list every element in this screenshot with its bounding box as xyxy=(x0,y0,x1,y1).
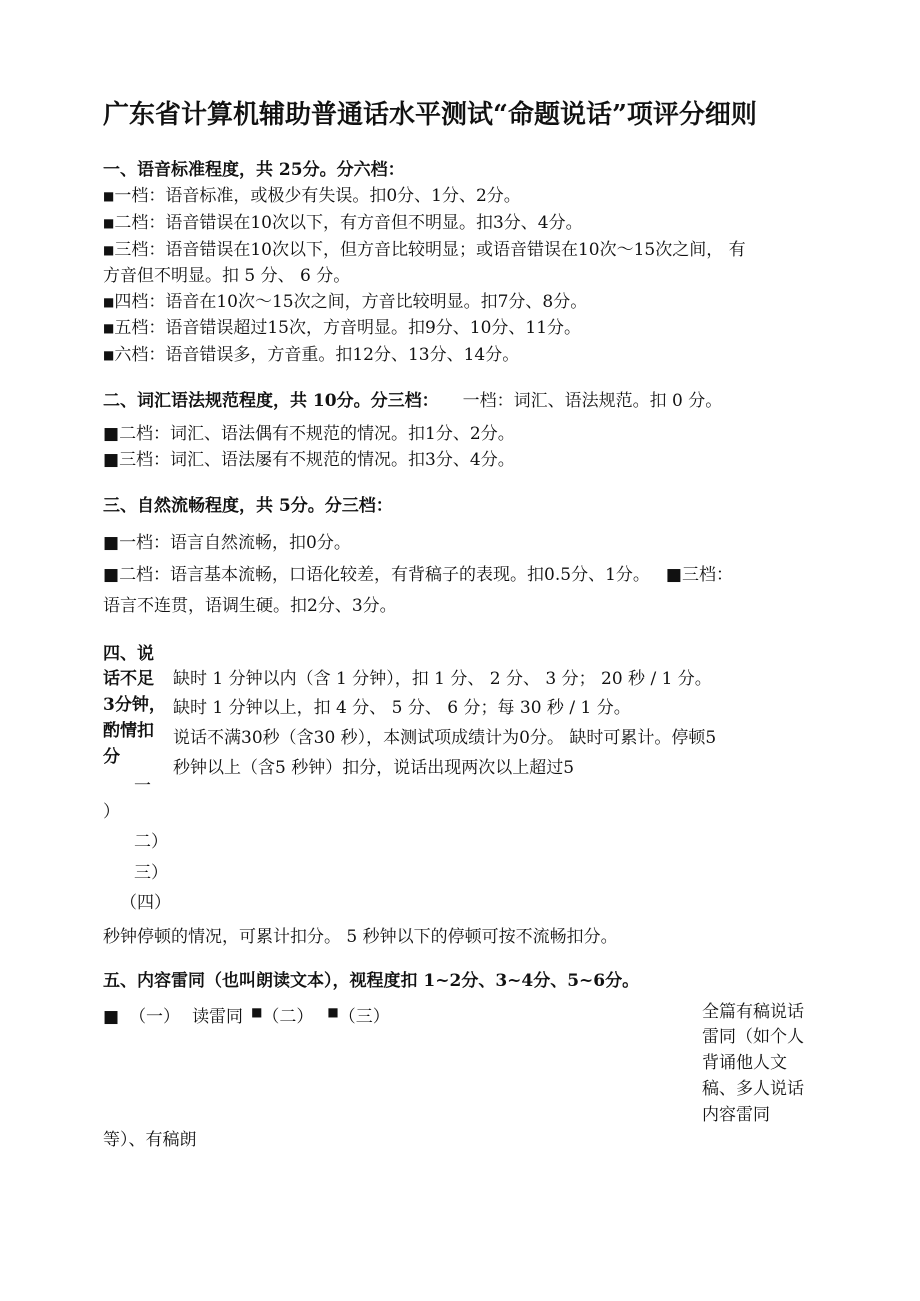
section-4-heading: 四、说 xyxy=(103,644,154,664)
bullet-icon: ■ xyxy=(103,295,115,309)
section-4-line: 说话不满30秒（含30 秒），本测试项成绩计为0分。 缺时可累计。停顿5 xyxy=(173,728,717,748)
page-title: 广东省计算机辅助普通话水平测试“命题说话”项评分细则 xyxy=(103,100,757,130)
section-5-right-column: 内容雷同 xyxy=(702,1105,770,1125)
section-4-closing: 秒钟停顿的情况，可累计扣分。 5 秒钟以下的停顿可按不流畅扣分。 xyxy=(103,927,618,947)
list-item-continuation: 语言不连贯，语调生硬。扣2分、3分。 xyxy=(103,596,397,616)
bullet-icon: ■ xyxy=(103,321,115,335)
section-5-closing: 等）、有稿朗 xyxy=(103,1130,197,1150)
section-5-row: ■ （一） 读雷同 ■（二） ■（三） xyxy=(103,1005,390,1027)
section-4-line: 秒钟以上（含5 秒钟）扣分，说话出现两次以上超过5 xyxy=(173,758,575,778)
list-item: ■三档：词汇、语法屡有不规范的情况。扣3分、4分。 xyxy=(103,450,515,470)
bullet-icon: ■ xyxy=(103,450,120,470)
bullet-icon: ■ xyxy=(251,1005,263,1019)
bullet-icon: ■ xyxy=(103,565,120,585)
list-item: ■四档：语音在10次〜15次之间，方音比较明显。扣7分、8分。 xyxy=(103,292,588,312)
list-item: ■五档：语音错误超过15次，方音明显。扣9分、10分、11分。 xyxy=(103,318,582,338)
list-item: ■一档：语音标准，或极少有失误。扣0分、1分、2分。 xyxy=(103,186,521,206)
section-4-marker: ） xyxy=(103,802,120,822)
bullet-icon: ■ xyxy=(103,348,115,362)
section-4-marker: 三） xyxy=(134,863,168,883)
section-5-heading: 五、内容雷同（也叫朗读文本），视程度扣 1~2分、3~4分、5~6分。 xyxy=(103,971,640,991)
list-item: ■二档：词汇、语法偶有不规范的情况。扣1分、2分。 xyxy=(103,424,515,444)
section-3-heading: 三、自然流畅程度，共 5分。分三档： xyxy=(103,496,393,516)
section-5-right-column: 全篇有稿说话 xyxy=(702,1002,804,1022)
bullet-icon: ■ xyxy=(327,1005,339,1019)
section-2-first-level: 一档：词汇、语法规范。扣 0 分。 xyxy=(462,391,723,411)
list-item: ■一档：语言自然流畅，扣0分。 xyxy=(103,533,351,553)
list-item: ■二档：语音错误在10次以下，有方音但不明显。扣3分、4分。 xyxy=(103,213,583,233)
section-4-heading: 话不足 xyxy=(103,669,154,689)
bullet-icon: ■ xyxy=(103,189,115,203)
section-5-right-column: 背诵他人文 xyxy=(702,1053,787,1073)
section-2-heading: 二、词汇语法规范程度，共 10分。分三档： 一档：词汇、语法规范。扣 0 分。 xyxy=(103,391,723,411)
section-5-right-column: 稿、多人说话 xyxy=(702,1079,804,1099)
section-4-heading: 分 xyxy=(103,747,120,767)
bullet-icon: ■ xyxy=(103,1007,120,1027)
list-item-continuation: 方音但不明显。扣 5 分、 6 分。 xyxy=(103,266,351,286)
bullet-icon: ■ xyxy=(665,565,682,585)
section-4-heading: 3分钟， xyxy=(103,695,166,715)
bullet-icon: ■ xyxy=(103,243,115,257)
list-item: ■六档：语音错误多，方音重。扣12分、13分、14分。 xyxy=(103,345,520,365)
list-item: ■二档：语言基本流畅，口语化较差，有背稿子的表现。扣0.5分、1分。 ■三档： xyxy=(103,565,733,585)
section-5-right-column: 雷同（如个人 xyxy=(702,1027,804,1047)
section-4-line: 缺时 1 分钟以上，扣 4 分、 5 分、 6 分；每 30 秒 / 1 分。 xyxy=(173,698,631,718)
section-1-heading: 一、语音标准程度，共 25分。分六档： xyxy=(103,160,405,180)
bullet-icon: ■ xyxy=(103,216,115,230)
bullet-icon: ■ xyxy=(103,424,120,444)
section-4-line: 缺时 1 分钟以内（含 1 分钟），扣 1 分、 2 分、 3 分； 20 秒 / 1 分。 xyxy=(173,669,712,689)
section-4-marker: （四） xyxy=(120,893,171,913)
list-item: ■三档：语音错误在10次以下，但方音比较明显；或语音错误在10次〜15次之间， 有 xyxy=(103,240,746,260)
section-4-marker: 一 xyxy=(134,776,151,796)
section-4-heading: 酌情扣 xyxy=(103,721,154,741)
section-4-marker: 二） xyxy=(134,832,168,852)
bullet-icon: ■ xyxy=(103,533,120,553)
